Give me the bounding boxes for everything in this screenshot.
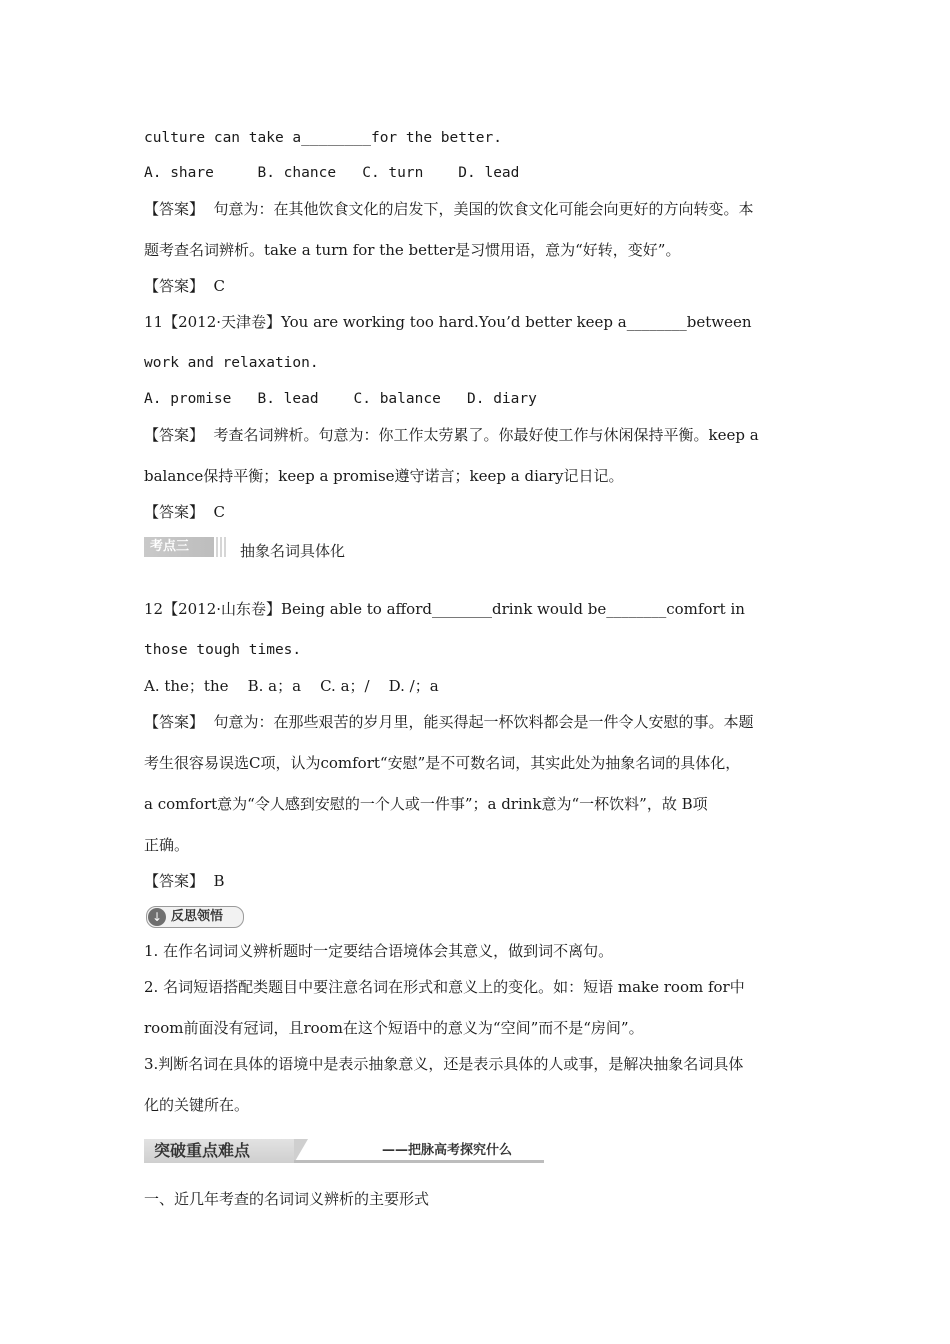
text-line: 【答案】 C xyxy=(144,277,226,295)
text-line: 【答案】 考查名词辨析。句意为：你工作太劳累了。你最好使工作与休闲保持平衡。keep a xyxy=(144,426,759,444)
text-line: 考生很容易误选C项，认为comfort“安慰”是不可数名词，其实此处为抽象名词的具体化， xyxy=(144,754,741,772)
section-tag-label: 考点三 xyxy=(150,539,190,554)
reflection-badge xyxy=(146,906,244,928)
text-line: 题考查名词辨析。take a turn for the better是习惯用语，意为“好转，变好”。 xyxy=(144,241,681,259)
down-arrow-icon: ↓ xyxy=(148,908,166,926)
text-line: 正确。 xyxy=(144,836,190,854)
text-line: 【答案】 B xyxy=(144,872,225,890)
text-line: 3.判断名词在具体的语境中是表示抽象意义，还是表示具体的人或事，是解决抽象名词具体 xyxy=(144,1055,744,1073)
text-line: those tough times. xyxy=(144,642,302,658)
text-line: 1. 在作名词词义辨析题时一定要结合语境体会其意义，做到词不离句。 xyxy=(144,942,614,960)
text-line: A. share B. chance C. turn D. lead xyxy=(144,165,520,181)
text-line: 【答案】 句意为：在其他饮食文化的启发下，美国的饮食文化可能会向更好的方向转变。本 xyxy=(144,200,754,218)
text-line: balance保持平衡；keep a promise遵守诺言；keep a diary记日记。 xyxy=(144,467,624,485)
text-line: 【答案】 C xyxy=(144,503,226,521)
text-line: 【答案】 句意为：在那些艰苦的岁月里，能买得起一杯饮料都会是一件令人安慰的事。本题 xyxy=(144,713,754,731)
text-line: work and relaxation. xyxy=(144,355,319,371)
text-line: 11【2012·天津卷】You are working too hard.You’d better keep a________between xyxy=(144,313,752,331)
section-tag-kaodian xyxy=(144,537,214,557)
tag-stripes-decoration xyxy=(216,537,228,557)
text-line: a comfort意为“令人感到安慰的一个人或一件事”；a drink意为“一杯饮料”，故 B项 xyxy=(144,795,708,813)
text-line: culture can take a________for the better. xyxy=(144,130,502,146)
text-line: A. promise B. lead C. balance D. diary xyxy=(144,391,537,407)
text-line: 12【2012·山东卷】Being able to afford________drink would be________comfort in xyxy=(144,600,745,618)
text-line: 一、近几年考查的名词词义辨析的主要形式 xyxy=(144,1190,430,1208)
section-title: 抽象名词具体化 xyxy=(240,542,346,560)
text-line: 化的关键所在。 xyxy=(144,1096,250,1114)
breakthrough-header xyxy=(144,1137,544,1163)
reflection-label: 反思领悟 xyxy=(171,909,224,924)
text-line: room前面没有冠词，且room在这个短语中的意义为“空间”而不是“房间”。 xyxy=(144,1019,644,1037)
breakthrough-subtitle: ——把脉高考探究什么 xyxy=(382,1143,513,1158)
text-line: A. the；the B. a；a C. a；/ D. /；a xyxy=(144,677,439,695)
breakthrough-label: 突破重点难点 xyxy=(144,1139,294,1163)
header-rule xyxy=(294,1160,544,1163)
text-line: 2. 名词短语搭配类题目中要注意名词在形式和意义上的变化。如：短语 make room for中 xyxy=(144,978,745,996)
